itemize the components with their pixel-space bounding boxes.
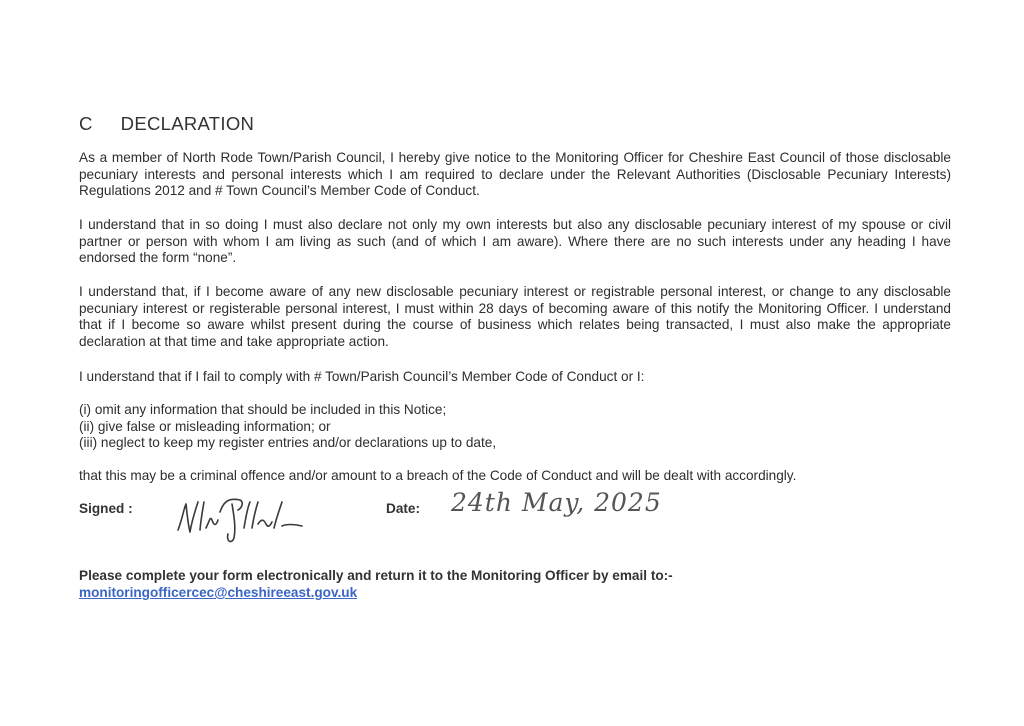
section-letter: C [79,113,93,134]
submission-instruction: Please complete your form electronically and return it to the Monitoring Officer by email to:- [79,568,673,583]
list-item: (i) omit any information that should be included in this Notice; [79,402,447,417]
paragraph-closing: that this may be a criminal offence and/or amount to a breach of the Code of Conduct and will be dealt with accordingly. [79,468,797,483]
paragraph-new-interests: I understand that, if I become aware of any new disclosable pecuniary interest or registrable personal interest, or change to any disclosable pecuniary interest or registerable personal interest, I must within 28 days of becoming aware of this notify the Monitoring Officer. I understand that if I become so aware whilst present during the course of business which relates being transacted, I must also make the appropriate declaration at that time and take appropriate action. [79,284,951,349]
date-label: Date: [386,501,420,516]
paragraph-comply: I understand that if I fail to comply with # Town/Parish Council’s Member Code of Conduct or I: [79,369,645,384]
email-link[interactable]: monitoringofficercec@cheshireeast.gov.uk [79,585,358,600]
handwritten-date: 24th May, 2025 [451,488,662,517]
signed-label: Signed : [79,501,133,516]
list-item: (ii) give false or misleading information; or [79,418,331,434]
section-title: DECLARATION [120,113,255,134]
failure-list [79,402,496,452]
section-heading [79,113,254,135]
list-item: (iii) neglect to keep my register entries and/or declarations up to date, [79,435,497,451]
handwritten-signature [174,490,304,548]
paragraph-spouse-interests: I understand that in so doing I must also declare not only my own interests but also any disclosable pecuniary interest of my spouse or civil partner or person with whom I am living as such (and of which I am aware). Where there are no such interests under any heading I have endorsed the form “none”. [79,217,951,266]
paragraph-notice: As a member of North Rode Town/Parish Council, I hereby give notice to the Monitoring Officer for Cheshire East Council of those disclosable pecuniary interests and personal interests which I am required to declare under the Relevant Authorities (Disclosable Pecuniary Interests) Regulations 2012 and # Town Council’s Member Code of Conduct. [79,150,951,199]
